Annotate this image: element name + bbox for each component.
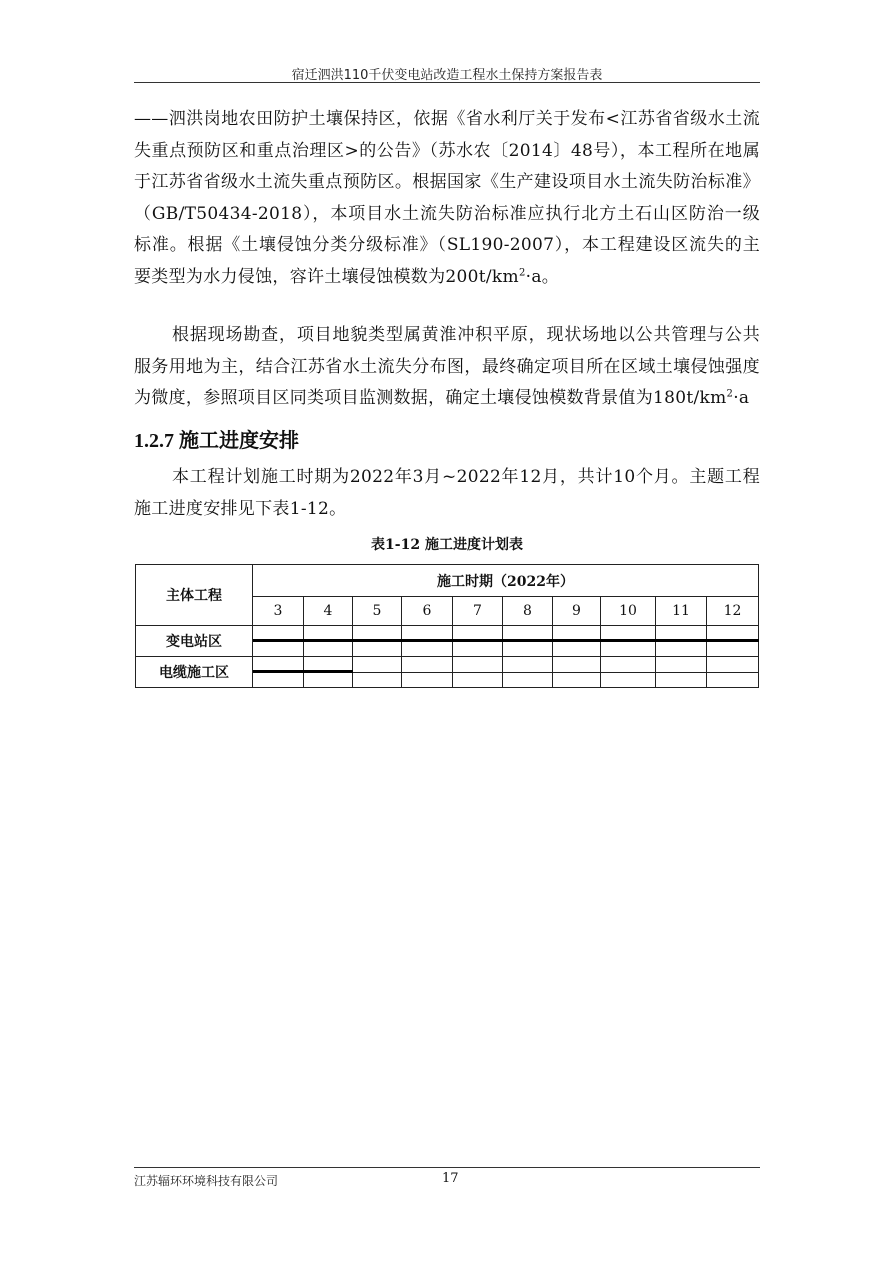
paragraph-site-survey: [134, 320, 760, 415]
header-rule: [134, 82, 760, 83]
paragraph-text: ——泗洪岗地农田防护土壤保持区，依据《省水利厅关于发布<江苏省省级水土流失重点预防区和重点治理区>的公告》（苏水农〔2014〕48号），本工程所在地属于江苏省省级水土流失重点预防区。根据国家《生产建设项目水土流失防治标准》（GB/T50434-2018），本项目水土流失防治标准应执行北方土石山区防治一级标准。根据《土壤侵蚀分类分级标准》（SL190-2007），本工程建设区流失的主要类型为水力侵蚀，容许土壤侵蚀模数为200t/km: [134, 109, 760, 287]
schedule-bar-substation: [253, 639, 759, 642]
month-header: 5: [353, 597, 402, 626]
month-header: 4: [304, 597, 353, 626]
main-works-header: 主体工程: [136, 565, 253, 626]
month-header: 7: [453, 597, 503, 626]
section-heading: 1.2.7 施工进度安排: [134, 430, 299, 452]
superscript: 2: [726, 388, 734, 400]
month-header: 9: [553, 597, 601, 626]
month-header: 6: [402, 597, 453, 626]
schedule-table: [135, 564, 759, 688]
superscript: 2: [518, 266, 526, 278]
month-header: 11: [656, 597, 707, 626]
paragraph-schedule-intro: 本工程计划施工时期为2022年3月~2022年12月，共计10个月。主题工程施工进度安排见下表1-12。: [134, 467, 760, 519]
paragraph-tail: ·a: [733, 388, 750, 408]
period-header: 施工时期（2022年）: [253, 565, 759, 597]
footer-rule: [134, 1167, 760, 1168]
table-caption: 表1-12 施工进度计划表: [371, 537, 523, 553]
paragraph-text: 根据现场勘查，项目地貌类型属黄淮冲积平原，现状场地以公共管理与公共服务用地为主，结合江苏省水土流失分布图，最终确定项目所在区域土壤侵蚀强度为微度，参照项目区同类项目监测数据，确定土壤侵蚀模数背景值为180t/km: [134, 325, 760, 408]
month-header: 10: [601, 597, 656, 626]
row-label: 变电站区: [136, 626, 253, 657]
month-header: 12: [707, 597, 759, 626]
footer-company: 江苏辐环环境科技有限公司: [134, 1174, 279, 1188]
row-label: 电缆施工区: [136, 657, 253, 688]
page-number: 17: [442, 1171, 459, 1186]
month-header: 3: [253, 597, 304, 626]
schedule-bar-cable: [253, 670, 353, 673]
paragraph-erosion-standard: [134, 104, 760, 293]
paragraph-tail: ·a。: [525, 266, 560, 287]
running-header: 宿迁泗洪110千伏变电站改造工程水土保持方案报告表: [291, 68, 603, 83]
month-header: 8: [503, 597, 553, 626]
